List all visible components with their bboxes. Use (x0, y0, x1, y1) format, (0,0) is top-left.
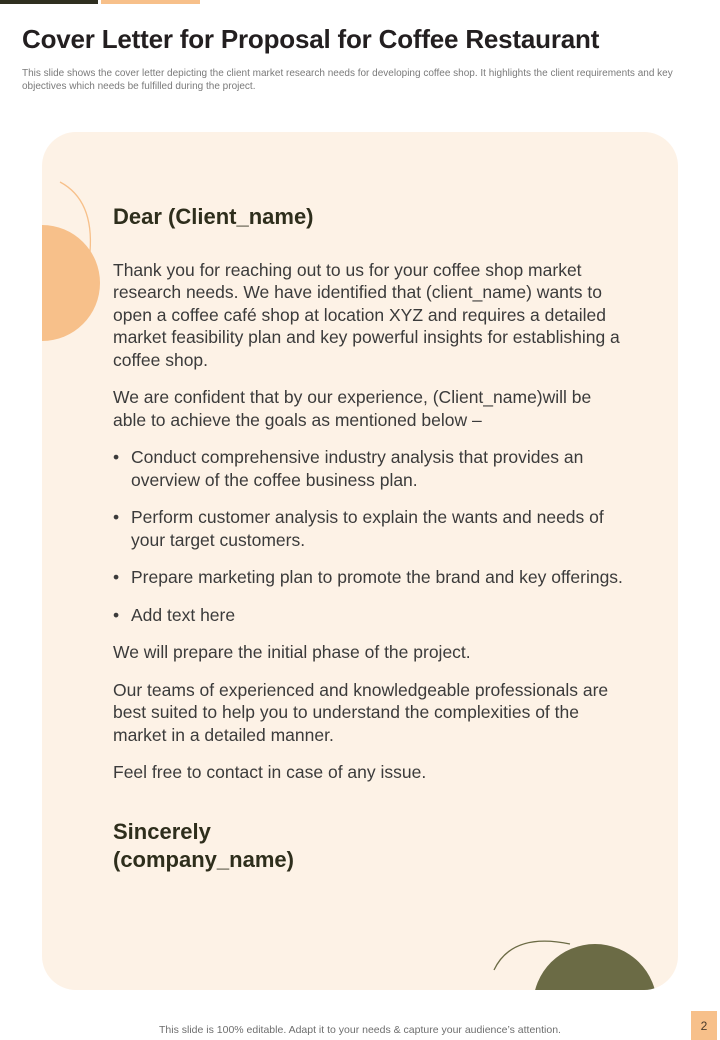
page-subtitle: This slide shows the cover letter depicting the client market research needs for developing coffee shop. It highlights the client requirements and key objectives which needs be fulfilled during the project. (22, 68, 673, 92)
footer-note: This slide is 100% editable. Adapt it to your needs & capture your audience’s attention. (159, 1024, 561, 1036)
letter-phase-paragraph: We will prepare the initial phase of the project. (113, 642, 471, 662)
page-title: Cover Letter for Proposal for Coffee Restaurant (22, 24, 600, 54)
letter-signoff (113, 818, 623, 874)
letter-intro-paragraph: Thank you for reaching out to us for your coffee shop market research needs. We have identified that (client_name) wants to open a coffee café shop at location XYZ and requires a detailed market feasibility plan and key powerful insights for establishing a coffee shop. (113, 259, 620, 370)
letter-body (113, 206, 623, 874)
signoff-sincerely: Sincerely (113, 818, 211, 844)
page-number: 2 (691, 1011, 717, 1040)
list-item: • Perform customer analysis to explain the wants and needs of your target customers. (113, 506, 623, 551)
goals-list (113, 446, 623, 626)
letter-confidence-paragraph: We are confident that by our experience, (Client_name)will be able to achieve the goals as mentioned below – (113, 387, 592, 430)
signoff-company-name: (company_name) (113, 846, 294, 872)
top-accent-bar-light (101, 0, 200, 4)
peach-half-circle (42, 225, 100, 341)
letter-teams-paragraph: Our teams of experienced and knowledgeable professionals are best suited to help you to understand the complexities of the market in a detailed manner. (113, 679, 609, 745)
olive-half-circle (533, 944, 657, 990)
top-accent-bar-dark (0, 0, 98, 4)
list-item: • Prepare marketing plan to promote the brand and key offerings. (113, 566, 623, 589)
list-item: • Add text here (113, 604, 623, 627)
letter-contact-paragraph: Feel free to contact in case of any issue. (113, 762, 427, 782)
letter-card (42, 132, 678, 990)
letter-greeting: Dear (Client_name) (113, 204, 314, 229)
list-item: • Conduct comprehensive industry analysis that provides an overview of the coffee business plan. (113, 446, 623, 491)
